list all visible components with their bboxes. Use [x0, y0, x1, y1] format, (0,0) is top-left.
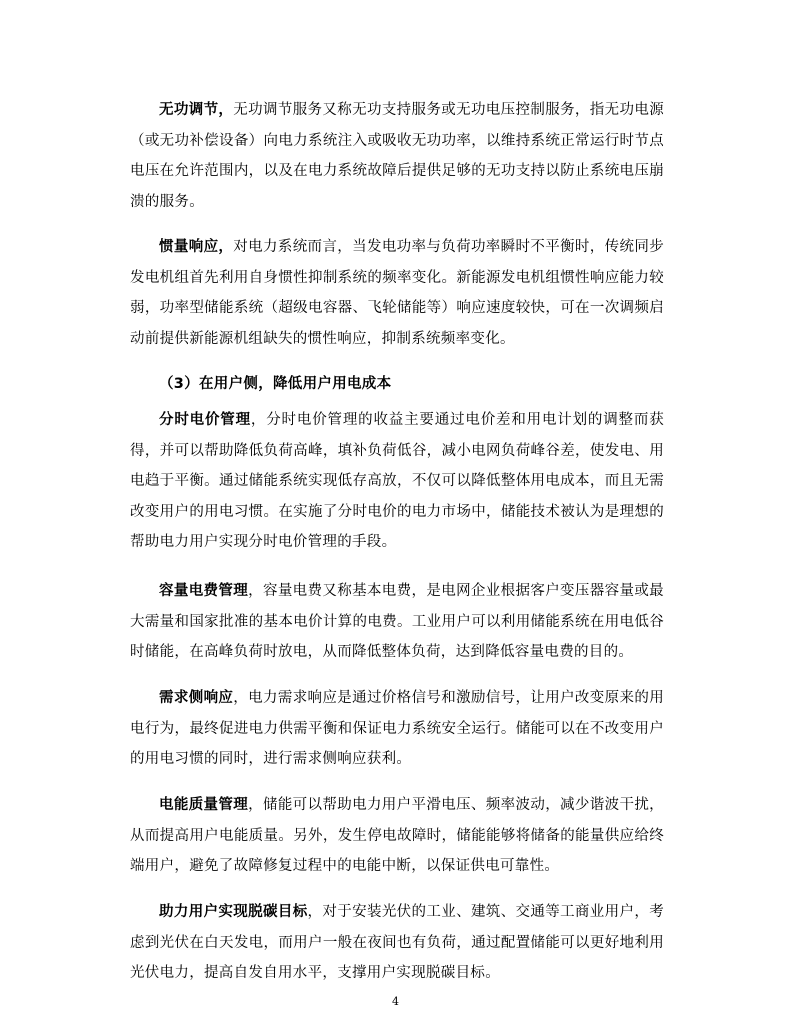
term-inertia-response: 惯量响应， [159, 239, 234, 255]
paragraph-capacity-fee [130, 576, 664, 668]
term-decarbonization: 助力用户实现脱碳目标 [159, 904, 308, 920]
text-reactive-power: 无功调节服务又称无功支持服务或无功电压控制服务，指无功电源（或无功补偿设备）向电力系统注入或吸收无功功率，以维持系统正常运行时节点电压在允许范围内，以及在电力系统故障后提供足够的无功支持以防止系统电压崩溃的服务。 [130, 102, 665, 210]
term-tou-pricing: 分时电价管理 [159, 412, 251, 428]
section-heading: （3）在用户侧，降低用户用电成本 [159, 376, 392, 392]
text-demand-response: ，电力需求响应是通过价格信号和激励信号，让用户改变原来的用电行为，最终促进电力供需平衡和保证电力系统安全运行。储能可以在不改变用户的用电习惯的同时，进行需求侧响应获利。 [130, 690, 665, 767]
text-inertia-response: 对电力系统而言，当发电功率与负荷功率瞬时不平衡时，传统同步发电机组首先利用自身惯性抑制系统的频率变化。新能源发电机组惯性响应能力较弱，功率型储能系统（超级电容器、飞轮储能等）响应速度较快，可在一次调频启动前提供新能源机组缺失的惯性响应，抑制系统频率变化。 [130, 239, 665, 347]
term-reactive-power: 无功调节， [159, 102, 234, 118]
paragraph-power-quality [130, 790, 664, 882]
paragraph-inertia-response [130, 232, 664, 354]
paragraph-tou-pricing [130, 405, 664, 558]
term-capacity-fee: 容量电费管理 [159, 583, 249, 599]
term-power-quality: 电能质量管理 [159, 797, 249, 813]
text-power-quality: ，储能可以帮助电力用户平滑电压、频率波动，减少谐波干扰，从而提高用户电能质量。另外，发生停电故障时，储能能够将储备的能量供应给终端用户，避免了故障修复过程中的电能中断，以保证供电可靠性。 [130, 797, 664, 874]
text-decarbonization: ，对于安装光伏的工业、建筑、交通等工商业用户，考虑到光伏在白天发电，而用户一般在夜间也有负荷，通过配置储能可以更好地利用光伏电力，提高自发自用水平，支撑用户实现脱碳目标。 [130, 904, 664, 981]
text-tou-pricing: ，分时电价管理的收益主要通过电价差和用电计划的调整而获得，并可以帮助降低负荷高峰，填补负荷低谷，减小电网负荷峰谷差，使发电、用电趋于平衡。通过储能系统实现低存高放，不仅可以降低整体用电成本，而且无需改变用户的用电习惯。在实施了分时电价的电力市场中，储能技术被认为是理想的帮助电力用户实现分时电价管理的手段。 [130, 412, 664, 550]
paragraph-demand-response [130, 683, 664, 775]
term-demand-response: 需求侧响应 [159, 690, 234, 706]
text-capacity-fee: ，容量电费又称基本电费，是电网企业根据客户变压器容量或最大需量和国家批准的基本电价计算的电费。工业用户可以利用储能系统在用电低谷时储能，在高峰负荷时放电，从而降低整体负荷，达到降低容量电费的目的。 [130, 583, 664, 660]
paragraph-decarbonization [130, 897, 664, 989]
page-number: 4 [392, 995, 399, 1008]
paragraph-reactive-power [130, 95, 664, 217]
